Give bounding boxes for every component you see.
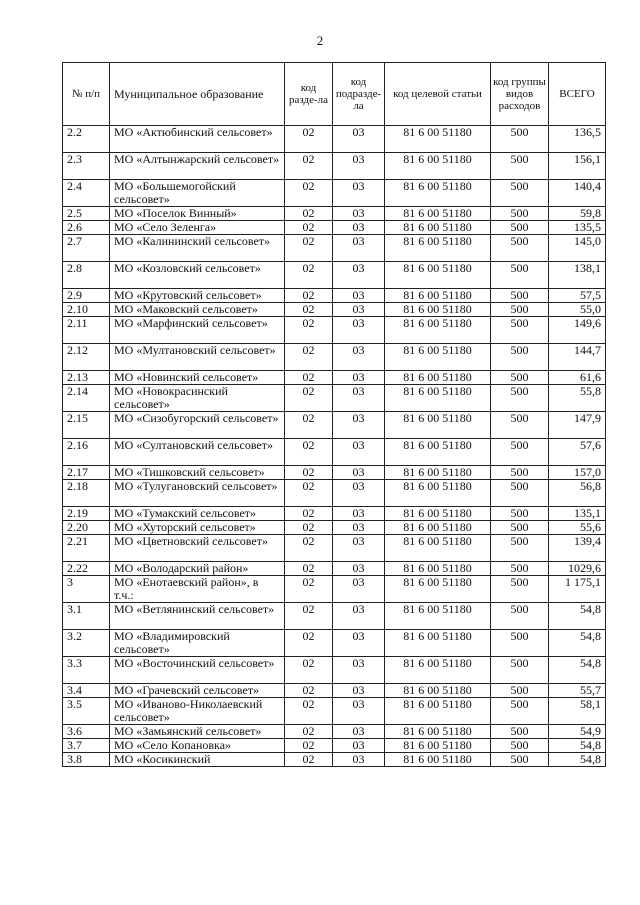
row-municipality: МО «Косикинский (110, 753, 285, 767)
row-municipality: МО «Тулугановский сельсовет» (110, 480, 285, 507)
row-podrazdel-code: 03 (333, 153, 385, 180)
row-statya-code: 81 6 00 51180 (385, 466, 491, 480)
table-row (63, 126, 606, 153)
row-razdel-code: 02 (285, 126, 333, 153)
row-vid-code: 500 (491, 576, 549, 603)
row-statya-code: 81 6 00 51180 (385, 317, 491, 344)
row-podrazdel-code: 03 (333, 207, 385, 221)
row-municipality: МО «Козловский сельсовет» (110, 262, 285, 289)
row-vid-code: 500 (491, 207, 549, 221)
row-podrazdel-code: 03 (333, 507, 385, 521)
header-podrazdel: код подразде-ла (333, 63, 385, 126)
row-number: 2.10 (63, 303, 110, 317)
row-statya-code: 81 6 00 51180 (385, 126, 491, 153)
row-statya-code: 81 6 00 51180 (385, 221, 491, 235)
row-podrazdel-code: 03 (333, 221, 385, 235)
row-vid-code: 500 (491, 126, 549, 153)
row-total: 145,0 (549, 235, 606, 262)
header-vid: код группы видов расходов (491, 63, 549, 126)
row-razdel-code: 02 (285, 480, 333, 507)
row-statya-code: 81 6 00 51180 (385, 262, 491, 289)
row-razdel-code: 02 (285, 698, 333, 725)
row-podrazdel-code: 03 (333, 521, 385, 535)
row-razdel-code: 02 (285, 412, 333, 439)
table-row (63, 535, 606, 562)
table-header-row (63, 63, 606, 126)
row-vid-code: 500 (491, 289, 549, 303)
row-number: 2.4 (63, 180, 110, 207)
row-vid-code: 500 (491, 725, 549, 739)
row-vid-code: 500 (491, 507, 549, 521)
row-razdel-code: 02 (285, 725, 333, 739)
row-municipality: МО «Замьянский сельсовет» (110, 725, 285, 739)
row-number: 2.15 (63, 412, 110, 439)
row-podrazdel-code: 03 (333, 630, 385, 657)
page-number: 2 (316, 33, 324, 48)
row-municipality: МО «Енотаевский район», в т.ч.: (110, 576, 285, 603)
row-podrazdel-code: 03 (333, 576, 385, 603)
table-row (63, 562, 606, 576)
row-podrazdel-code: 03 (333, 371, 385, 385)
row-statya-code: 81 6 00 51180 (385, 412, 491, 439)
table-row (63, 207, 606, 221)
row-podrazdel-code: 03 (333, 439, 385, 466)
row-vid-code: 500 (491, 603, 549, 630)
table-row (63, 753, 606, 767)
table-row (63, 480, 606, 507)
table-row (63, 507, 606, 521)
table-row (63, 412, 606, 439)
row-statya-code: 81 6 00 51180 (385, 576, 491, 603)
row-number: 2.18 (63, 480, 110, 507)
row-podrazdel-code: 03 (333, 317, 385, 344)
row-number: 2.19 (63, 507, 110, 521)
row-total: 58,1 (549, 698, 606, 725)
row-total: 135,1 (549, 507, 606, 521)
row-statya-code: 81 6 00 51180 (385, 562, 491, 576)
row-municipality: МО «Грачевский сельсовет» (110, 684, 285, 698)
row-municipality: МО «Село Зеленга» (110, 221, 285, 235)
row-statya-code: 81 6 00 51180 (385, 235, 491, 262)
row-municipality: МО «Тишковский сельсовет» (110, 466, 285, 480)
row-municipality: МО «Восточинский сельсовет» (110, 657, 285, 684)
table-row (63, 630, 606, 657)
row-total: 55,8 (549, 385, 606, 412)
table-row (63, 180, 606, 207)
row-municipality: МО «Маковский сельсовет» (110, 303, 285, 317)
row-statya-code: 81 6 00 51180 (385, 289, 491, 303)
row-vid-code: 500 (491, 385, 549, 412)
row-statya-code: 81 6 00 51180 (385, 480, 491, 507)
row-podrazdel-code: 03 (333, 535, 385, 562)
row-municipality: МО «Новинский сельсовет» (110, 371, 285, 385)
table-row (63, 344, 606, 371)
table-row (63, 725, 606, 739)
row-podrazdel-code: 03 (333, 262, 385, 289)
row-statya-code: 81 6 00 51180 (385, 153, 491, 180)
row-vid-code: 500 (491, 657, 549, 684)
row-statya-code: 81 6 00 51180 (385, 344, 491, 371)
row-podrazdel-code: 03 (333, 657, 385, 684)
row-total: 55,6 (549, 521, 606, 535)
row-vid-code: 500 (491, 480, 549, 507)
header-name: Муниципальное образование (110, 63, 285, 126)
row-total: 54,8 (549, 603, 606, 630)
row-number: 3.2 (63, 630, 110, 657)
row-razdel-code: 02 (285, 344, 333, 371)
row-number: 2.8 (63, 262, 110, 289)
row-razdel-code: 02 (285, 466, 333, 480)
table-row (63, 466, 606, 480)
row-razdel-code: 02 (285, 317, 333, 344)
row-vid-code: 500 (491, 562, 549, 576)
row-razdel-code: 02 (285, 562, 333, 576)
row-razdel-code: 02 (285, 753, 333, 767)
row-podrazdel-code: 03 (333, 753, 385, 767)
row-municipality: МО «Новокрасинский сельсовет» (110, 385, 285, 412)
table-row (63, 439, 606, 466)
row-razdel-code: 02 (285, 521, 333, 535)
row-number: 3.4 (63, 684, 110, 698)
row-vid-code: 500 (491, 344, 549, 371)
row-number: 2.5 (63, 207, 110, 221)
row-total: 54,8 (549, 753, 606, 767)
row-razdel-code: 02 (285, 303, 333, 317)
row-podrazdel-code: 03 (333, 725, 385, 739)
row-number: 3.5 (63, 698, 110, 725)
table-row (63, 521, 606, 535)
row-podrazdel-code: 03 (333, 180, 385, 207)
row-vid-code: 500 (491, 439, 549, 466)
row-number: 3.1 (63, 603, 110, 630)
row-vid-code: 500 (491, 235, 549, 262)
row-razdel-code: 02 (285, 153, 333, 180)
row-vid-code: 500 (491, 317, 549, 344)
row-municipality: МО «Калининский сельсовет» (110, 235, 285, 262)
row-razdel-code: 02 (285, 385, 333, 412)
row-podrazdel-code: 03 (333, 344, 385, 371)
row-number: 3.7 (63, 739, 110, 753)
row-municipality: МО «Султановский сельсовет» (110, 439, 285, 466)
row-statya-code: 81 6 00 51180 (385, 521, 491, 535)
row-municipality: МО «Ивановo-Николаевский сельсовет» (110, 698, 285, 725)
table-row (63, 739, 606, 753)
row-vid-code: 500 (491, 412, 549, 439)
row-number: 2.11 (63, 317, 110, 344)
row-number: 2.13 (63, 371, 110, 385)
row-total: 157,0 (549, 466, 606, 480)
row-podrazdel-code: 03 (333, 698, 385, 725)
row-vid-code: 500 (491, 521, 549, 535)
row-razdel-code: 02 (285, 371, 333, 385)
row-municipality: МО «Большемогойский сельсовет» (110, 180, 285, 207)
row-number: 2.7 (63, 235, 110, 262)
row-statya-code: 81 6 00 51180 (385, 385, 491, 412)
row-statya-code: 81 6 00 51180 (385, 507, 491, 521)
row-vid-code: 500 (491, 153, 549, 180)
row-podrazdel-code: 03 (333, 480, 385, 507)
header-total: ВСЕГО (549, 63, 606, 126)
row-total: 55,0 (549, 303, 606, 317)
row-razdel-code: 02 (285, 684, 333, 698)
row-razdel-code: 02 (285, 657, 333, 684)
row-razdel-code: 02 (285, 603, 333, 630)
row-razdel-code: 02 (285, 630, 333, 657)
row-municipality: МО «Село Копановка» (110, 739, 285, 753)
row-podrazdel-code: 03 (333, 385, 385, 412)
row-number: 2.12 (63, 344, 110, 371)
row-razdel-code: 02 (285, 289, 333, 303)
row-total: 55,7 (549, 684, 606, 698)
row-total: 1 175,1 (549, 576, 606, 603)
table-row (63, 289, 606, 303)
table-row (63, 262, 606, 289)
table-row (63, 684, 606, 698)
row-total: 139,4 (549, 535, 606, 562)
row-number: 2.20 (63, 521, 110, 535)
row-number: 2.22 (63, 562, 110, 576)
row-number: 2.16 (63, 439, 110, 466)
row-total: 144,7 (549, 344, 606, 371)
row-total: 57,5 (549, 289, 606, 303)
row-municipality: МО «Владимировский сельсовет» (110, 630, 285, 657)
row-podrazdel-code: 03 (333, 603, 385, 630)
row-total: 138,1 (549, 262, 606, 289)
row-vid-code: 500 (491, 466, 549, 480)
table-row (63, 603, 606, 630)
row-podrazdel-code: 03 (333, 412, 385, 439)
row-total: 135,5 (549, 221, 606, 235)
row-statya-code: 81 6 00 51180 (385, 698, 491, 725)
row-podrazdel-code: 03 (333, 303, 385, 317)
row-municipality: МО «Крутовский сельсовет» (110, 289, 285, 303)
row-razdel-code: 02 (285, 439, 333, 466)
row-total: 156,1 (549, 153, 606, 180)
row-number: 3.6 (63, 725, 110, 739)
row-total: 140,4 (549, 180, 606, 207)
row-total: 54,9 (549, 725, 606, 739)
row-total: 136,5 (549, 126, 606, 153)
row-statya-code: 81 6 00 51180 (385, 753, 491, 767)
table-body (63, 126, 606, 767)
row-podrazdel-code: 03 (333, 466, 385, 480)
row-municipality: МО «Алтынжарский сельсовет» (110, 153, 285, 180)
row-total: 57,6 (549, 439, 606, 466)
table-row (63, 317, 606, 344)
header-razdel: код разде-ла (285, 63, 333, 126)
row-statya-code: 81 6 00 51180 (385, 303, 491, 317)
row-total: 61,6 (549, 371, 606, 385)
header-statya: код целевой статьи (385, 63, 491, 126)
row-vid-code: 500 (491, 753, 549, 767)
row-number: 2.9 (63, 289, 110, 303)
row-podrazdel-code: 03 (333, 126, 385, 153)
row-total: 54,8 (549, 739, 606, 753)
row-statya-code: 81 6 00 51180 (385, 630, 491, 657)
row-vid-code: 500 (491, 535, 549, 562)
row-vid-code: 500 (491, 221, 549, 235)
row-podrazdel-code: 03 (333, 684, 385, 698)
row-vid-code: 500 (491, 303, 549, 317)
row-podrazdel-code: 03 (333, 562, 385, 576)
row-statya-code: 81 6 00 51180 (385, 739, 491, 753)
row-total: 54,8 (549, 657, 606, 684)
row-statya-code: 81 6 00 51180 (385, 371, 491, 385)
row-total: 54,8 (549, 630, 606, 657)
row-municipality: МО «Сизобугорский сельсовет» (110, 412, 285, 439)
row-total: 59,8 (549, 207, 606, 221)
row-podrazdel-code: 03 (333, 739, 385, 753)
row-vid-code: 500 (491, 180, 549, 207)
row-podrazdel-code: 03 (333, 289, 385, 303)
row-vid-code: 500 (491, 371, 549, 385)
row-vid-code: 500 (491, 684, 549, 698)
row-vid-code: 500 (491, 262, 549, 289)
row-razdel-code: 02 (285, 221, 333, 235)
row-razdel-code: 02 (285, 262, 333, 289)
row-number: 3 (63, 576, 110, 603)
row-number: 2.6 (63, 221, 110, 235)
row-municipality: МО «Хуторский сельсовет» (110, 521, 285, 535)
row-razdel-code: 02 (285, 507, 333, 521)
budget-table (62, 62, 606, 767)
row-number: 2.3 (63, 153, 110, 180)
row-municipality: МО «Марфинский сельсовет» (110, 317, 285, 344)
row-municipality: МО «Тумакский сельсовет» (110, 507, 285, 521)
row-statya-code: 81 6 00 51180 (385, 535, 491, 562)
row-municipality: МО «Поселок Винный» (110, 207, 285, 221)
row-vid-code: 500 (491, 698, 549, 725)
table-row (63, 235, 606, 262)
row-vid-code: 500 (491, 739, 549, 753)
table-row (63, 153, 606, 180)
row-statya-code: 81 6 00 51180 (385, 725, 491, 739)
row-number: 2.14 (63, 385, 110, 412)
row-number: 2.21 (63, 535, 110, 562)
row-municipality: МО «Мултановский сельсовет» (110, 344, 285, 371)
table-row (63, 371, 606, 385)
table-row (63, 657, 606, 684)
row-statya-code: 81 6 00 51180 (385, 439, 491, 466)
row-razdel-code: 02 (285, 739, 333, 753)
table-row (63, 385, 606, 412)
row-municipality: МО «Актюбинский сельсовет» (110, 126, 285, 153)
row-total: 149,6 (549, 317, 606, 344)
row-razdel-code: 02 (285, 535, 333, 562)
row-total: 1029,6 (549, 562, 606, 576)
table-row (63, 221, 606, 235)
row-statya-code: 81 6 00 51180 (385, 207, 491, 221)
row-statya-code: 81 6 00 51180 (385, 657, 491, 684)
row-municipality: МО «Ветлянинский сельсовет» (110, 603, 285, 630)
table-row (63, 576, 606, 603)
row-total: 147,9 (549, 412, 606, 439)
row-statya-code: 81 6 00 51180 (385, 603, 491, 630)
row-number: 3.8 (63, 753, 110, 767)
row-razdel-code: 02 (285, 235, 333, 262)
row-razdel-code: 02 (285, 180, 333, 207)
row-municipality: МО «Володарский район» (110, 562, 285, 576)
table-row (63, 303, 606, 317)
row-number: 2.17 (63, 466, 110, 480)
row-total: 56,8 (549, 480, 606, 507)
row-razdel-code: 02 (285, 207, 333, 221)
row-municipality: МО «Цветновский сельсовет» (110, 535, 285, 562)
header-num: № п/п (63, 63, 110, 126)
row-statya-code: 81 6 00 51180 (385, 180, 491, 207)
row-podrazdel-code: 03 (333, 235, 385, 262)
table-row (63, 698, 606, 725)
row-number: 3.3 (63, 657, 110, 684)
row-statya-code: 81 6 00 51180 (385, 684, 491, 698)
row-vid-code: 500 (491, 630, 549, 657)
row-razdel-code: 02 (285, 576, 333, 603)
row-number: 2.2 (63, 126, 110, 153)
